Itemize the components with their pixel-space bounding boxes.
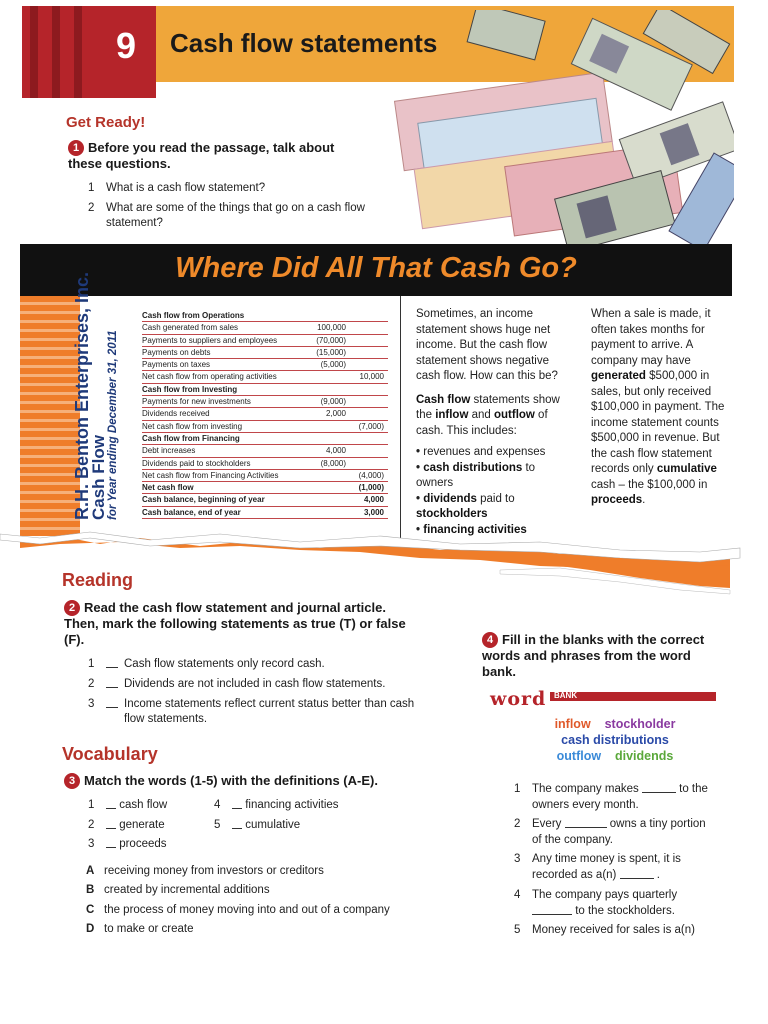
answer-blank[interactable]	[106, 798, 116, 809]
answer-blank[interactable]	[532, 904, 572, 915]
row-value: 100,000	[317, 323, 346, 333]
answer-blank[interactable]	[642, 782, 676, 793]
row-label: Cash flow from Financing	[142, 433, 240, 443]
get-ready-heading: Get Ready!	[66, 114, 146, 131]
row-value: 2,000	[325, 409, 346, 419]
decorative-stripes	[20, 296, 80, 536]
column-divider	[400, 296, 401, 556]
answer-blank[interactable]	[106, 818, 116, 829]
table-row	[142, 408, 388, 420]
table-row	[142, 384, 388, 396]
reading-item: 3 Income statements reflect current status better than cash flow statements.	[88, 698, 415, 725]
get-ready-instruction: 1 Before you read the passage, talk about these questions.	[68, 140, 335, 171]
list-item: • financing activities	[416, 523, 574, 539]
vocabulary-instruction: 3 Match the words (1-5) with the definitions (A-E).	[64, 773, 444, 789]
table-row	[142, 335, 388, 347]
article-paragraph: Sometimes, an income statement shows huge net income. But the cash flow statement shows negative cash flow. How can this be?	[416, 308, 558, 382]
answer-blank[interactable]	[232, 798, 242, 809]
word-bank-header	[490, 688, 716, 712]
table-row	[142, 482, 388, 494]
torn-paper-edge	[0, 528, 768, 608]
word-bank-words	[520, 716, 710, 764]
fill-item: 4 The company pays quarterly to the stockholders.	[514, 889, 678, 917]
cash-flow-statement-table	[142, 310, 388, 519]
article-column-1	[416, 307, 574, 538]
row-label: Dividends paid to stockholders	[142, 458, 251, 468]
vocab-word: 2 generate	[88, 819, 165, 831]
answer-blank[interactable]	[620, 868, 654, 879]
article-bullet-list	[416, 445, 574, 538]
row-label: Cash balance, beginning of year	[142, 495, 265, 505]
table-row	[142, 359, 388, 371]
row-label: Cash flow from Operations	[142, 311, 245, 320]
word-bank-word: stockholder	[604, 717, 676, 731]
fill-item: 2 Every owns a tiny portion of the company.	[514, 818, 706, 846]
table-row	[142, 421, 388, 433]
row-value: 4,000	[325, 446, 346, 456]
answer-blank[interactable]	[106, 837, 116, 848]
row-label: Payments on debts	[142, 347, 211, 357]
word-bank-logo: word	[490, 688, 547, 710]
table-row	[142, 445, 388, 457]
vocab-word: 4 financing activities	[214, 799, 339, 811]
row-label: Cash balance, end of year	[142, 507, 241, 517]
table-row	[142, 494, 388, 506]
article-column-2: When a sale is made, it often takes months for payment to arrive. A company may have generated $500,000 in sales, but only received $100,000 in payment. The income statement counts $500,000 in revenue. But the cash flow statement records only cumulative cash – the $100,000 in proceeds.	[591, 308, 725, 506]
answer-blank[interactable]	[106, 677, 118, 688]
vocabulary-heading: Vocabulary	[62, 744, 158, 764]
get-ready-question: 2 What are some of the things that go on a cash flow statement?	[88, 202, 365, 229]
article-paragraph: Cash flow statements show the inflow and outflow of cash. This includes:	[416, 393, 560, 437]
banknotes-illustration	[380, 10, 734, 246]
word-bank-word: cash distributions	[561, 733, 669, 747]
vocab-word: 1 cash flow	[88, 799, 168, 811]
statement-period: for Year ending December 31, 2011	[107, 330, 119, 520]
row-label: Net cash flow from Financing Activities	[142, 470, 279, 480]
definition-item: B created by incremental additions	[86, 884, 270, 896]
row-label: Cash generated from sales	[142, 323, 239, 333]
reading-heading: Reading	[62, 570, 134, 590]
table-row	[142, 310, 388, 322]
fill-item: 3 Any time money is spent, it is recorded as a(n) .	[514, 853, 681, 881]
answer-blank[interactable]	[106, 657, 118, 668]
answer-blank[interactable]	[232, 818, 242, 829]
row-value: (9,000)	[320, 397, 346, 407]
row-label: Dividends received	[142, 409, 210, 419]
row-total: 3,000	[363, 507, 384, 517]
definition-item: A receiving money from investors or creditors	[86, 865, 324, 877]
row-total: (1,000)	[358, 483, 384, 493]
article-title: Where Did All That Cash Go?	[175, 252, 577, 284]
fill-item: 1 The company makes to the owners every month.	[514, 783, 708, 811]
table-row	[142, 458, 388, 470]
row-label: Net cash flow from operating activities	[142, 372, 277, 382]
definition-item: D to make or create	[86, 923, 194, 935]
row-label: Net cash flow from investing	[142, 421, 243, 431]
row-label: Payments to suppliers and employees	[142, 335, 278, 345]
row-value: (5,000)	[320, 360, 346, 370]
answer-blank[interactable]	[106, 697, 118, 708]
page-title: Cash flow statements	[170, 28, 438, 58]
row-total: 4,000	[363, 495, 384, 505]
row-label: Payments on taxes	[142, 360, 211, 370]
list-item: • revenues and expenses	[416, 445, 574, 461]
answer-blank[interactable]	[565, 817, 607, 828]
row-total: 10,000	[359, 372, 384, 382]
unit-number: 9	[115, 25, 137, 66]
word-bank-word: dividends	[615, 749, 674, 763]
table-row	[142, 322, 388, 334]
table-row	[142, 396, 388, 408]
list-item: • dividends paid to stockholders	[416, 492, 574, 523]
row-total: (4,000)	[358, 470, 384, 480]
get-ready-question: 1 What is a cash flow statement?	[88, 182, 266, 194]
step-number: 4	[482, 632, 498, 648]
row-label: Net cash flow	[142, 483, 194, 493]
row-label: Payments for new investments	[142, 397, 251, 407]
row-value: (70,000)	[316, 335, 346, 345]
step-number: 1	[68, 140, 84, 156]
vocab-word: 5 cumulative	[214, 819, 301, 831]
fill-instruction: 4 Fill in the blanks with the correct words and phrases from the word bank.	[482, 632, 705, 679]
reading-item: 2 Dividends are not included in cash flow statements.	[88, 678, 386, 690]
table-row	[142, 347, 388, 359]
table-row	[142, 507, 388, 519]
fill-item: 5 Money received for sales is a(n)	[514, 924, 695, 936]
word-bank-label: BANK	[554, 691, 578, 700]
statement-name: Cash Flow	[89, 434, 108, 520]
company-name: R.H. Benton Enterprises, Inc.	[72, 271, 92, 520]
row-label: Debt increases	[142, 446, 196, 456]
step-number: 2	[64, 600, 80, 616]
row-label: Cash flow from Investing	[142, 384, 238, 394]
table-row	[142, 470, 388, 482]
table-row	[142, 371, 388, 383]
row-value: (15,000)	[316, 347, 346, 357]
statement-side-title	[72, 272, 119, 520]
word-bank-word: outflow	[556, 749, 602, 763]
row-total: (7,000)	[358, 421, 384, 431]
table-row	[142, 433, 388, 445]
reading-item: 1 Cash flow statements only record cash.	[88, 658, 325, 670]
reading-instruction: 2 Read the cash flow statement and journal article. Then, mark the following statements as true (T) or false (F).	[64, 600, 406, 647]
definition-item: C the process of money moving into and out of a company	[86, 904, 390, 916]
row-value: (8,000)	[320, 458, 346, 468]
list-item: • cash distributions to owners	[416, 461, 574, 492]
vocab-word: 3 proceeds	[88, 838, 167, 850]
step-number: 3	[64, 773, 80, 789]
word-bank-word: inflow	[554, 717, 591, 731]
